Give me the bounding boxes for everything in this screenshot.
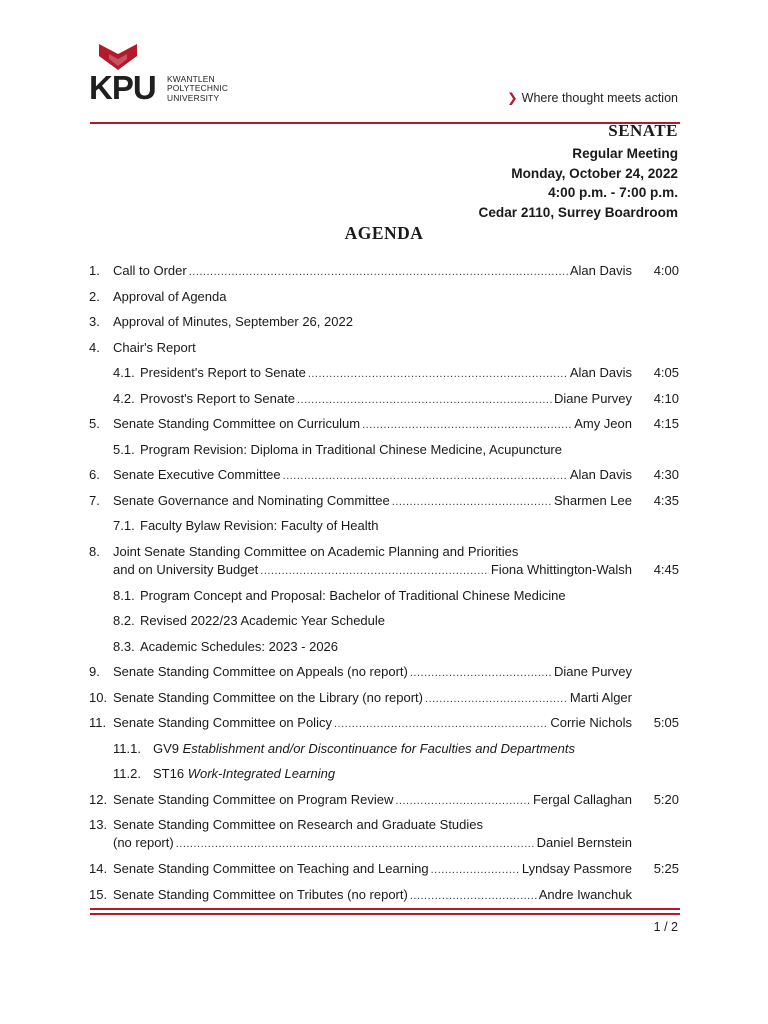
presenter: Andre Iwanchuk [538, 886, 632, 902]
item-time: 5:25 [653, 861, 679, 876]
presenter: Fergal Callaghan [532, 791, 632, 807]
item-time: 5:20 [653, 791, 679, 807]
agenda-item: 3. Approval of Minutes, September 26, 2022 [89, 314, 353, 329]
presenter: Daniel Bernstein [536, 835, 632, 850]
agenda-title: AGENDA [344, 223, 424, 243]
agenda-item: 1. Call to Order ..... Alan Davis 4:00 [89, 259, 679, 285]
agenda-item: 8. Joint Senate Standing Committee on Academic Planning and Priorities and on University Budget ..... Fiona Whittington-Walsh 4:45 [89, 540, 679, 584]
agenda-item: 13. Senate Standing Committee on Research and Graduate Studies (no report) ..... Daniel Bernstein [89, 813, 679, 857]
agenda-item: 9. Senate Standing Committee on Appeals (no report) ..... Diane Purvey [89, 660, 679, 686]
item-time: 4:10 [653, 390, 679, 406]
body-title: SENATE [608, 121, 678, 140]
agenda-item: 2. Approval of Agenda [89, 288, 227, 304]
agenda-subitem: 8.1. Program Concept and Proposal: Bachelor of Traditional Chinese Medicine [113, 587, 566, 603]
agenda-item: 15. Senate Standing Committee on Tributes (no report) ..... Andre Iwanchuk [89, 883, 679, 909]
agenda-item: 6. Senate Executive Committee ..... Alan Davis 4:30 [89, 463, 679, 489]
footer-divider-top [90, 908, 680, 910]
agenda-item: 12. Senate Standing Committee on Program Review ..... Fergal Callaghan 5:20 [89, 788, 679, 814]
agenda-item: 10. Senate Standing Committee on the Library (no report) ..... Marti Alger [89, 686, 679, 712]
presenter: Amy Jeon [574, 416, 632, 431]
presenter: Alan Davis [569, 365, 632, 380]
meeting-time: 4:00 p.m. - 7:00 p.m. [548, 185, 678, 200]
agenda-subitem: 8.3. Academic Schedules: 2023 - 2026 [113, 638, 339, 654]
chevron-right-icon: ❯ [507, 91, 518, 105]
presenter: Sharmen Lee [553, 492, 632, 508]
presenter: Alan Davis [569, 467, 632, 482]
kpu-logo-mark-icon [99, 44, 137, 70]
item-time: 4:30 [653, 467, 679, 482]
item-time: 4:45 [653, 561, 679, 577]
page-number: 1 / 2 [653, 920, 678, 934]
agenda-item: 14. Senate Standing Committee on Teaching and Learning ..... Lyndsay Passmore 5:25 [89, 857, 679, 883]
agenda-item: 5. Senate Standing Committee on Curriculum ..... Amy Jeon 4:15 [89, 412, 679, 438]
header-divider [90, 122, 680, 124]
presenter: Corrie Nichols [550, 715, 632, 730]
item-time: 4:15 [653, 416, 679, 431]
agenda-subitem: 5.1. Program Revision: Diploma in Traditional Chinese Medicine, Acupuncture [113, 441, 562, 457]
agenda-subitem: 8.2. Revised 2022/23 Academic Year Schedule [113, 613, 386, 628]
agenda-subitem: 4.2. Provost's Report to Senate ..... Diane Purvey 4:10 [89, 387, 679, 413]
meeting-location: Cedar 2110, Surrey Boardroom [478, 204, 678, 220]
presenter: Alan Davis [569, 263, 632, 278]
meeting-details [479, 144, 678, 222]
policy-code: ST16 [153, 766, 185, 781]
agenda-item: 11. Senate Standing Committee on Policy ..... Corrie Nichols 5:05 [89, 711, 679, 737]
policy-title: Work-Integrated Learning [187, 766, 336, 781]
agenda-item: 7. Senate Governance and Nominating Committee ..... Sharmen Lee 4:35 [89, 489, 679, 515]
tagline [507, 90, 678, 105]
agenda-subitem: 11.1. GV9 Establishment and/or Discontinuance for Faculties and Departments [113, 740, 576, 756]
presenter: Diane Purvey [553, 664, 632, 679]
item-time: 4:05 [653, 365, 679, 380]
tagline-text: Where thought meets action [521, 91, 678, 105]
item-time: 5:05 [653, 715, 679, 730]
agenda-item: 4. Chair's Report [89, 339, 196, 355]
item-time: 4:35 [653, 492, 679, 508]
agenda-subitem: 7.1. Faculty Bylaw Revision: Faculty of Health [113, 518, 379, 533]
item-time: 4:00 [653, 263, 679, 278]
presenter: Diane Purvey [553, 390, 632, 406]
footer-divider-bottom [90, 913, 680, 915]
presenter: Marti Alger [569, 689, 632, 705]
logo-wordmark: KPU [89, 69, 156, 106]
meeting-type: Regular Meeting [572, 146, 678, 161]
agenda-list [89, 259, 679, 908]
agenda-subitem: 11.2. ST16 Work-Integrated Learning [113, 766, 336, 781]
presenter: Fiona Whittington-Walsh [490, 561, 632, 577]
university-name: KWANTLEN POLYTECHNIC UNIVERSITY [167, 74, 229, 103]
policy-title: Establishment and/or Discontinuance for Faculties and Departments [182, 740, 576, 756]
presenter: Lyndsay Passmore [521, 861, 632, 876]
meeting-date: Monday, October 24, 2022 [511, 165, 678, 181]
kpu-logo [89, 44, 239, 106]
policy-code: GV9 [153, 740, 180, 756]
agenda-subitem: 4.1. President's Report to Senate ..... Alan Davis 4:05 [89, 361, 679, 387]
